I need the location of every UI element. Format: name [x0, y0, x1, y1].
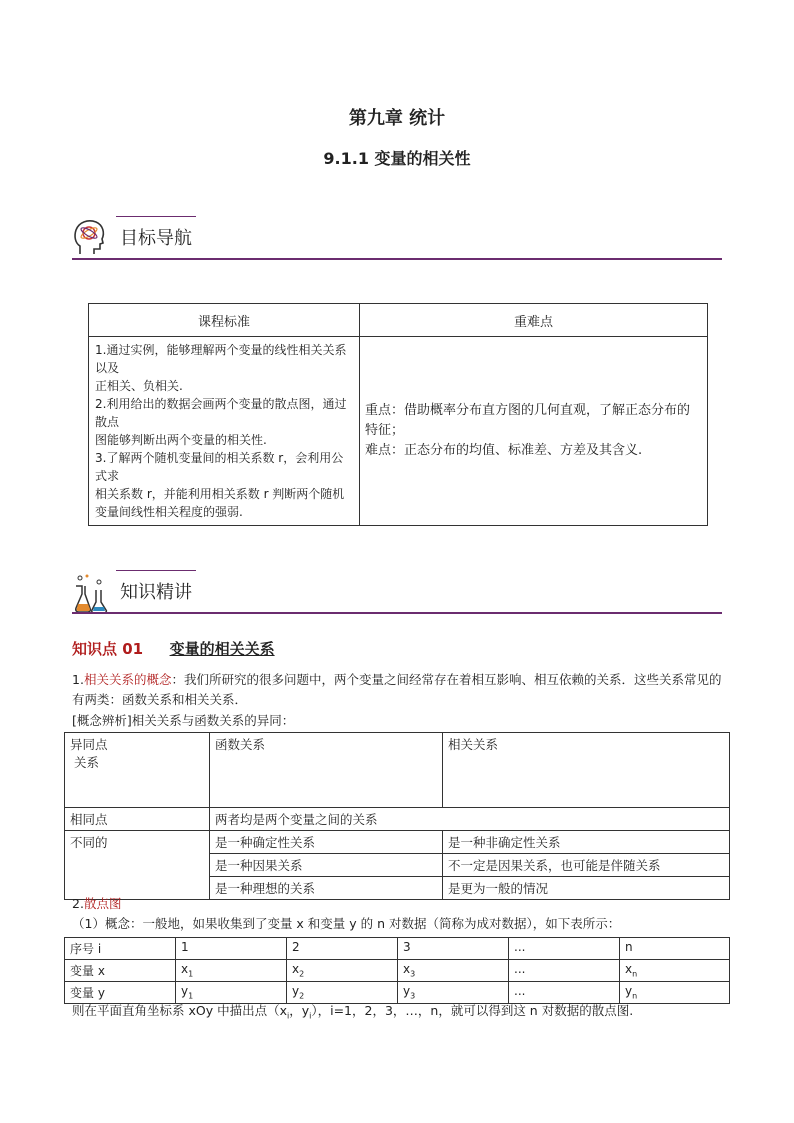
same-text: 两者均是两个变量之间的关系: [210, 808, 730, 831]
diff-corr-1: 不一定是因果关系，也可能是伴随关系: [443, 854, 730, 877]
standards-cell: 1.通过实例，能够理解两个变量的线性相关关系以及 正相关、负相关. 2.利用给出的数据会画两个变量的散点图，通过散点 图能够判断出两个变量的相关性. 3.了解两个随机变量间的相关系数 r，会利用公式求 相关系数 r，并能利用相关系数 r 判断两个随机变量间线性相关程度的强弱.: [89, 337, 360, 526]
keypoints-cell: 重点：借助概率分布直方图的几何直观，了解正态分布的特征； 难点：正态分布的均值、标准差、方差及其含义.: [360, 337, 708, 526]
chapter-title: 第九章 统计: [348, 108, 446, 129]
lab-flask-icon: [72, 572, 112, 614]
diff-corr-2: 是更为一般的情况: [443, 877, 730, 900]
paragraph-scatter-concept: （1）概念：一般地，如果收集到了变量 x 和变量 y 的 n 对数据（简称为成对数据），如下表所示：: [72, 916, 621, 931]
compare-table: [64, 732, 730, 900]
goals-col-standard: 课程标准: [89, 304, 360, 337]
goals-table: [88, 303, 708, 526]
paragraph-concept-analysis: [概念辨析]相关关系与函数关系的异同：: [72, 713, 295, 728]
knowledge-point-title: 知识点 01 变量的相关关系: [72, 640, 275, 658]
section-header-goals: [72, 216, 722, 260]
section-header-knowledge: [72, 570, 722, 614]
section-title: 9.1.1 变量的相关性: [323, 149, 471, 168]
diff-func-2: 是一种理想的关系: [210, 877, 443, 900]
diff-corr-0: 是一种非确定性关系: [443, 831, 730, 854]
head-function: 函数关系: [210, 733, 443, 808]
paired-data-table: 序号 i 1 2 3 ... n 变量 x $x_1$ $x_2$ $x_3$ ... $x_n$ 变量 y $y_1$ $y_2$ $y_3$ ... $y_n$: [64, 937, 730, 1004]
diff-func-1: 是一种因果关系: [210, 854, 443, 877]
corner-cell: 异同点 关系: [65, 733, 210, 808]
same-label: 相同点: [65, 808, 210, 831]
goals-col-keypoints: 重难点: [360, 304, 708, 337]
diff-func-0: 是一种确定性关系: [210, 831, 443, 854]
diff-label: 不同的: [65, 831, 210, 900]
brain-head-icon: [72, 218, 108, 258]
paragraph-correlation-concept: 1.相关关系的概念：我们所研究的很多问题中，两个变量之间经常存在着相互影响、相互依赖的关系．这些关系常见的有两类：函数关系和相关关系．: [72, 672, 722, 707]
heading-scatter: 2.散点图: [72, 896, 122, 911]
head-correlation: 相关关系: [443, 733, 730, 808]
section-label: 知识精讲: [120, 582, 192, 603]
paragraph-scatter-description: 则在平面直角坐标系 xOy 中描出点（$x_i$，$y_i$），i=1，2，3，…，n，就可以得到这 n 对数据的散点图.: [72, 1003, 634, 1021]
section-label: 目标导航: [120, 228, 192, 249]
